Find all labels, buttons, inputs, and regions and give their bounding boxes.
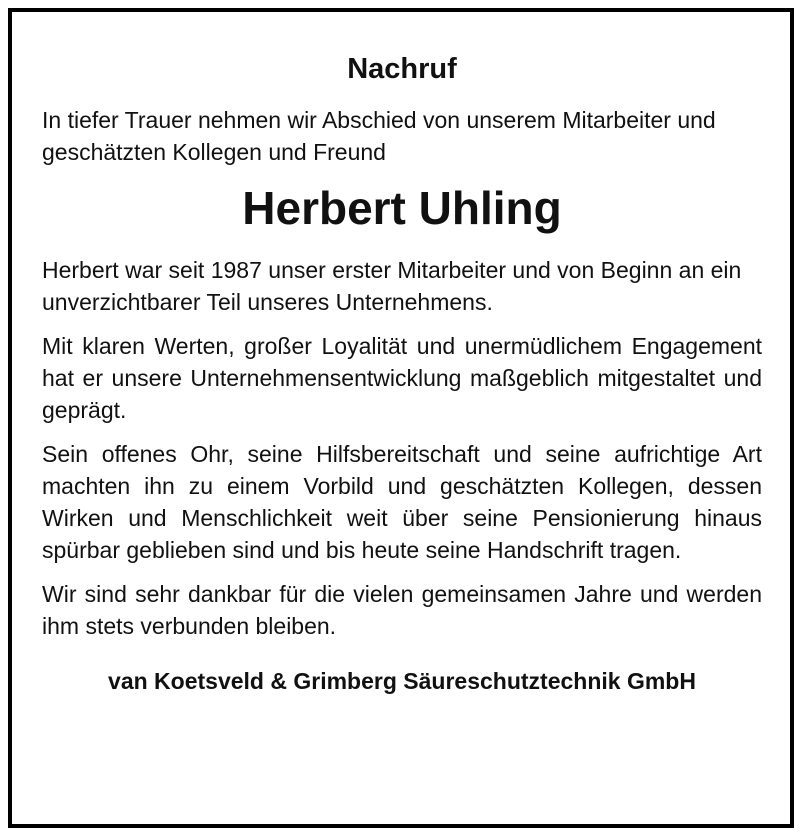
- intro-text: In tiefer Trauer nehmen wir Abschied von unserem Mitarbeiter und geschätzten Kollegen und Freund: [42, 107, 716, 165]
- obituary-content: [42, 52, 762, 696]
- notice-heading: Nachruf: [347, 53, 457, 85]
- paragraph-character: Sein offenes Ohr, seine Hilfsbereitschaft und seine aufrichtige Art machten ihn zu einem Vorbild und geschätzten Kollegen, dessen Wirken und Menschlichkeit weit über seine Pensionierung hinaus spürbar geblieben sind und bis heute seine Handschrift tragen.: [42, 441, 762, 563]
- company-signature: van Koetsveld & Grimberg Säureschutztechnik GmbH: [108, 668, 696, 694]
- paragraph-gratitude: Wir sind sehr dankbar für die vielen gemeinsamen Jahre und werden ihm stets verbunden bleiben.: [42, 581, 762, 639]
- obituary-frame: [8, 8, 794, 828]
- paragraph-career: Herbert war seit 1987 unser erster Mitarbeiter und von Beginn an ein unverzichtbarer Teil unseres Unternehmens.: [42, 257, 742, 315]
- paragraph-values: Mit klaren Werten, großer Loyalität und unermüdlichem Engagement hat er unsere Unternehmensentwicklung maßgeblich mitgestaltet und geprägt.: [42, 333, 762, 423]
- deceased-name: Herbert Uhling: [242, 182, 562, 234]
